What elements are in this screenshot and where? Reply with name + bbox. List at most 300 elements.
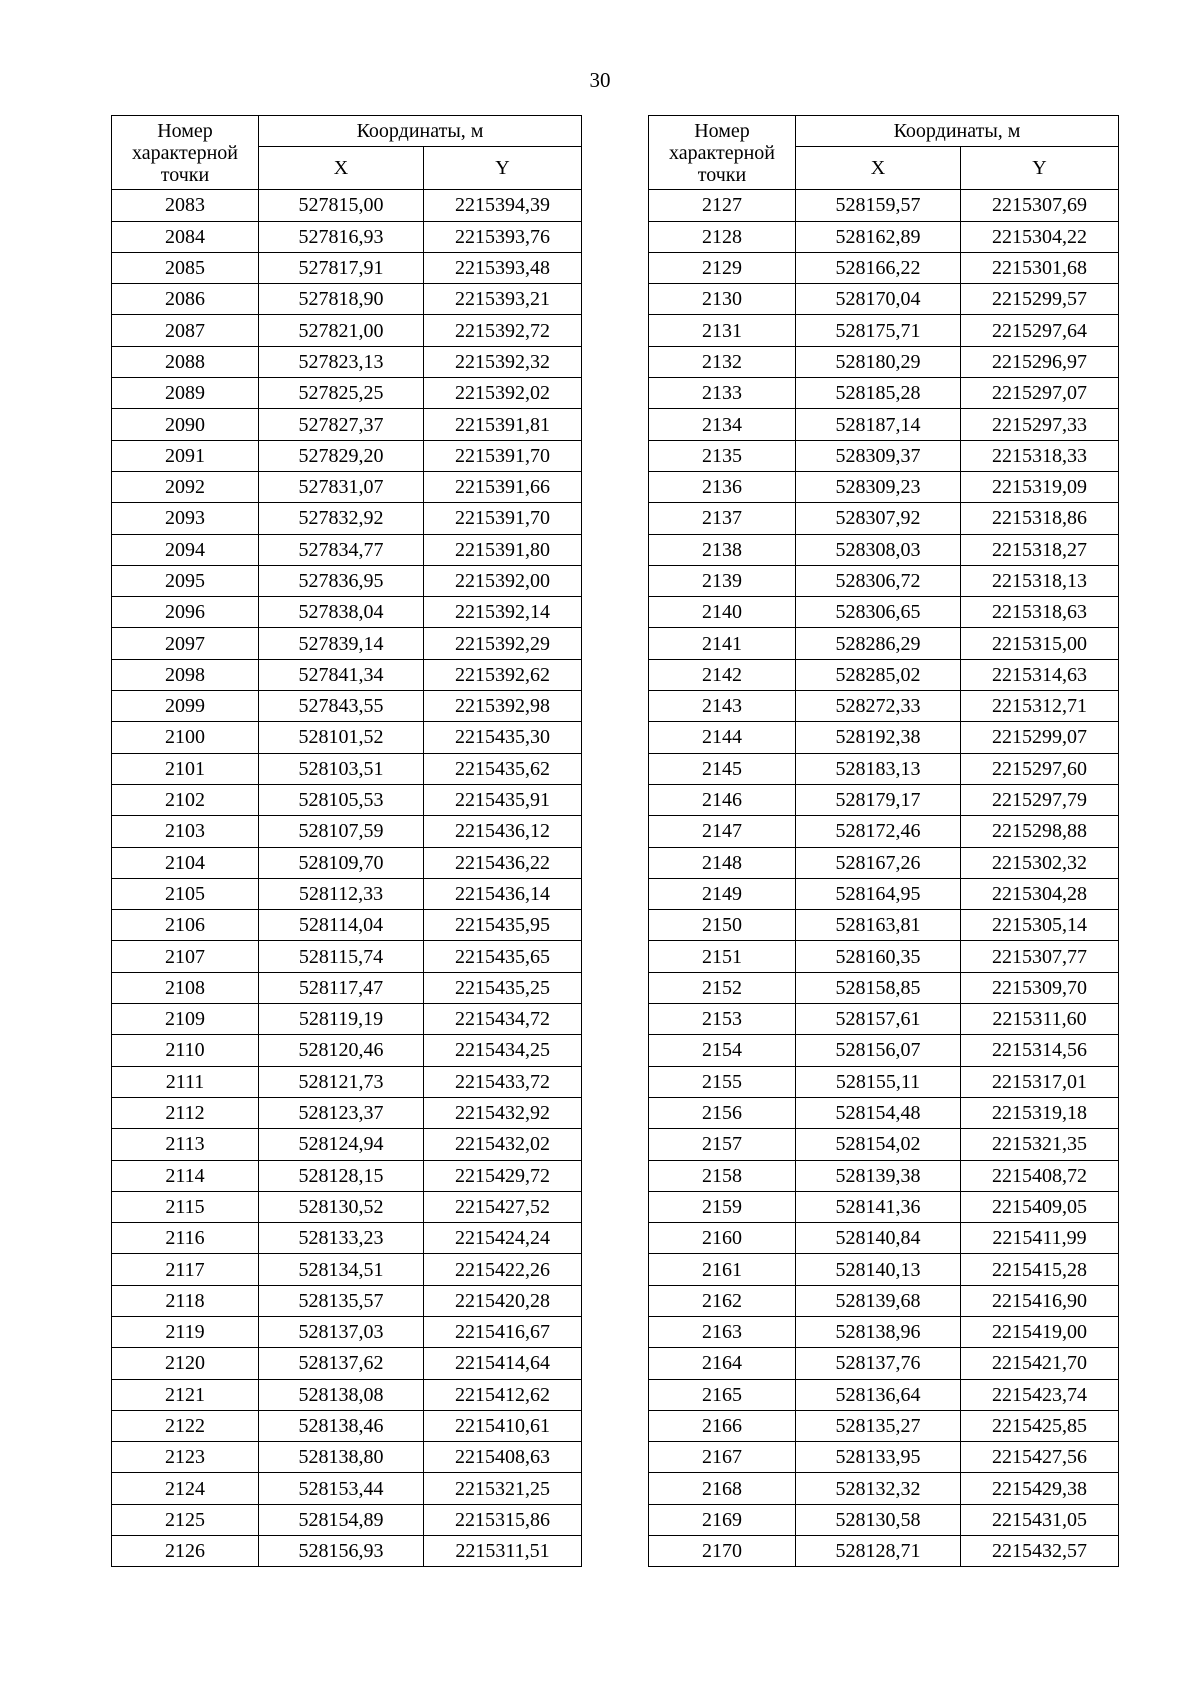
- table-row: [112, 190, 582, 221]
- table-row: [649, 816, 1119, 847]
- table-row: [649, 1066, 1119, 1097]
- y-coordinate-cell: 2215392,02: [424, 378, 582, 409]
- point-number-cell: 2157: [649, 1129, 796, 1160]
- table-row: [112, 440, 582, 471]
- point-number-cell: 2094: [112, 534, 259, 565]
- table-row: [649, 1410, 1119, 1441]
- x-coordinate-cell: 528107,59: [259, 816, 424, 847]
- table-row: [649, 1004, 1119, 1035]
- point-number-cell: 2137: [649, 503, 796, 534]
- table-row: [649, 784, 1119, 815]
- table-row: [112, 1160, 582, 1191]
- y-coordinate-cell: 2215319,09: [961, 471, 1119, 502]
- x-coordinate-cell: 528308,03: [796, 534, 961, 565]
- x-coordinate-cell: 527838,04: [259, 597, 424, 628]
- y-coordinate-cell: 2215434,25: [424, 1035, 582, 1066]
- point-number-cell: 2098: [112, 659, 259, 690]
- y-coordinate-cell: 2215420,28: [424, 1285, 582, 1316]
- point-number-cell: 2164: [649, 1348, 796, 1379]
- table-row: [112, 565, 582, 596]
- x-coordinate-cell: 528117,47: [259, 972, 424, 1003]
- y-coordinate-cell: 2215432,57: [961, 1536, 1119, 1567]
- y-coordinate-cell: 2215424,24: [424, 1223, 582, 1254]
- table-row: [649, 346, 1119, 377]
- y-coordinate-cell: 2215391,70: [424, 503, 582, 534]
- point-number-cell: 2111: [112, 1066, 259, 1097]
- x-coordinate-cell: 528187,14: [796, 409, 961, 440]
- x-coordinate-cell: 528192,38: [796, 722, 961, 753]
- point-number-cell: 2126: [112, 1536, 259, 1567]
- y-coordinate-cell: 2215411,99: [961, 1223, 1119, 1254]
- point-number-cell: 2152: [649, 972, 796, 1003]
- y-coordinate-cell: 2215297,60: [961, 753, 1119, 784]
- point-number-cell: 2123: [112, 1442, 259, 1473]
- y-coordinate-cell: 2215435,65: [424, 941, 582, 972]
- point-number-cell: 2088: [112, 346, 259, 377]
- y-coordinate-cell: 2215416,90: [961, 1285, 1119, 1316]
- table-row: [649, 378, 1119, 409]
- point-number-cell: 2170: [649, 1536, 796, 1567]
- table-row: [649, 691, 1119, 722]
- x-coordinate-cell: 528179,17: [796, 784, 961, 815]
- coordinates-table-left: [111, 115, 582, 1567]
- table-row: [649, 1316, 1119, 1347]
- x-coordinate-cell: 528105,53: [259, 784, 424, 815]
- y-coordinate-cell: 2215296,97: [961, 346, 1119, 377]
- x-coordinate-cell: 528130,52: [259, 1191, 424, 1222]
- point-number-cell: 2121: [112, 1379, 259, 1410]
- x-coordinate-cell: 527839,14: [259, 628, 424, 659]
- x-coordinate-cell: 528139,38: [796, 1160, 961, 1191]
- x-coordinate-cell: 528180,29: [796, 346, 961, 377]
- point-number-cell: 2144: [649, 722, 796, 753]
- coordinates-header: Координаты, м: [259, 116, 582, 147]
- y-coordinate-cell: 2215392,00: [424, 565, 582, 596]
- point-number-cell: 2103: [112, 816, 259, 847]
- y-coordinate-cell: 2215393,21: [424, 284, 582, 315]
- x-coordinate-cell: 528139,68: [796, 1285, 961, 1316]
- table-row: [112, 1536, 582, 1567]
- y-coordinate-cell: 2215312,71: [961, 691, 1119, 722]
- x-coordinate-cell: 528309,37: [796, 440, 961, 471]
- point-number-cell: 2166: [649, 1410, 796, 1441]
- point-number-cell: 2100: [112, 722, 259, 753]
- y-coordinate-cell: 2215408,72: [961, 1160, 1119, 1191]
- table-row: [112, 409, 582, 440]
- y-coordinate-cell: 2215309,70: [961, 972, 1119, 1003]
- x-coordinate-cell: 528128,71: [796, 1536, 961, 1567]
- table-row: [112, 1191, 582, 1222]
- table-row: [649, 1504, 1119, 1535]
- y-coordinate-cell: 2215321,35: [961, 1129, 1119, 1160]
- point-number-cell: 2130: [649, 284, 796, 315]
- y-coordinate-cell: 2215297,79: [961, 784, 1119, 815]
- point-number-cell: 2097: [112, 628, 259, 659]
- x-coordinate-cell: 528109,70: [259, 847, 424, 878]
- x-coordinate-cell: 528128,15: [259, 1160, 424, 1191]
- x-coordinate-cell: 528114,04: [259, 910, 424, 941]
- y-coordinate-cell: 2215311,60: [961, 1004, 1119, 1035]
- y-coordinate-cell: 2215304,22: [961, 221, 1119, 252]
- table-row: [112, 722, 582, 753]
- y-coordinate-cell: 2215427,56: [961, 1442, 1119, 1473]
- x-coordinate-cell: 528121,73: [259, 1066, 424, 1097]
- y-coordinate-cell: 2215435,25: [424, 972, 582, 1003]
- point-number-cell: 2102: [112, 784, 259, 815]
- table-row: [649, 409, 1119, 440]
- point-number-cell: 2160: [649, 1223, 796, 1254]
- table-row: [649, 315, 1119, 346]
- y-coordinate-cell: 2215299,57: [961, 284, 1119, 315]
- y-coordinate-cell: 2215304,28: [961, 878, 1119, 909]
- table-row: [649, 471, 1119, 502]
- y-coordinate-cell: 2215432,92: [424, 1097, 582, 1128]
- point-number-cell: 2168: [649, 1473, 796, 1504]
- x-coordinate-cell: 527832,92: [259, 503, 424, 534]
- x-coordinate-cell: 528140,84: [796, 1223, 961, 1254]
- point-number-cell: 2140: [649, 597, 796, 628]
- table-row: [112, 471, 582, 502]
- y-coordinate-cell: 2215436,22: [424, 847, 582, 878]
- y-coordinate-cell: 2215429,38: [961, 1473, 1119, 1504]
- point-number-cell: 2154: [649, 1035, 796, 1066]
- y-coordinate-cell: 2215301,68: [961, 252, 1119, 283]
- point-number-cell: 2086: [112, 284, 259, 315]
- table-row: [112, 1254, 582, 1285]
- x-coordinate-cell: 528154,02: [796, 1129, 961, 1160]
- y-coordinate-cell: 2215314,63: [961, 659, 1119, 690]
- y-coordinate-cell: 2215416,67: [424, 1316, 582, 1347]
- point-number-cell: 2131: [649, 315, 796, 346]
- y-coordinate-cell: 2215414,64: [424, 1348, 582, 1379]
- x-coordinate-cell: 528164,95: [796, 878, 961, 909]
- x-coordinate-cell: 528167,26: [796, 847, 961, 878]
- y-coordinate-cell: 2215435,95: [424, 910, 582, 941]
- point-number-cell: 2093: [112, 503, 259, 534]
- table-row: [649, 847, 1119, 878]
- table-row: [649, 1129, 1119, 1160]
- table-row: [112, 534, 582, 565]
- x-coordinate-cell: 528136,64: [796, 1379, 961, 1410]
- x-coordinate-cell: 528137,76: [796, 1348, 961, 1379]
- x-coordinate-cell: 528172,46: [796, 816, 961, 847]
- point-number-cell: 2138: [649, 534, 796, 565]
- x-coordinate-cell: 527818,90: [259, 284, 424, 315]
- point-number-cell: 2095: [112, 565, 259, 596]
- x-coordinate-cell: 528112,33: [259, 878, 424, 909]
- y-coordinate-cell: 2215307,69: [961, 190, 1119, 221]
- x-coordinate-cell: 527831,07: [259, 471, 424, 502]
- point-number-cell: 2104: [112, 847, 259, 878]
- y-coordinate-cell: 2215392,62: [424, 659, 582, 690]
- table-row: [649, 534, 1119, 565]
- table-row: [112, 1004, 582, 1035]
- y-coordinate-cell: 2215317,01: [961, 1066, 1119, 1097]
- point-number-cell: 2106: [112, 910, 259, 941]
- y-coordinate-cell: 2215298,88: [961, 816, 1119, 847]
- x-coordinate-cell: 528156,07: [796, 1035, 961, 1066]
- x-coordinate-cell: 528155,11: [796, 1066, 961, 1097]
- y-coordinate-cell: 2215433,72: [424, 1066, 582, 1097]
- x-coordinate-cell: 528138,96: [796, 1316, 961, 1347]
- table-row: [112, 1410, 582, 1441]
- table-row: [112, 659, 582, 690]
- x-coordinate-cell: 528119,19: [259, 1004, 424, 1035]
- y-coordinate-cell: 2215391,66: [424, 471, 582, 502]
- point-number-cell: 2156: [649, 1097, 796, 1128]
- y-coordinate-cell: 2215391,81: [424, 409, 582, 440]
- y-coordinate-cell: 2215297,64: [961, 315, 1119, 346]
- x-coordinate-cell: 528286,29: [796, 628, 961, 659]
- y-coordinate-cell: 2215318,27: [961, 534, 1119, 565]
- point-number-cell: 2165: [649, 1379, 796, 1410]
- y-coordinate-cell: 2215432,02: [424, 1129, 582, 1160]
- x-coordinate-cell: 528309,23: [796, 471, 961, 502]
- y-header: Y: [961, 147, 1119, 190]
- point-number-cell: 2116: [112, 1223, 259, 1254]
- x-coordinate-cell: 527821,00: [259, 315, 424, 346]
- x-coordinate-cell: 528137,03: [259, 1316, 424, 1347]
- table-row: [112, 847, 582, 878]
- point-number-cell: 2155: [649, 1066, 796, 1097]
- x-coordinate-cell: 528138,08: [259, 1379, 424, 1410]
- point-number-cell: 2163: [649, 1316, 796, 1347]
- y-coordinate-cell: 2215318,33: [961, 440, 1119, 471]
- point-number-cell: 2089: [112, 378, 259, 409]
- x-coordinate-cell: 527834,77: [259, 534, 424, 565]
- x-coordinate-cell: 527825,25: [259, 378, 424, 409]
- table-body-right: [649, 190, 1119, 1567]
- table-row: [112, 1097, 582, 1128]
- table-row: [112, 315, 582, 346]
- y-coordinate-cell: 2215415,28: [961, 1254, 1119, 1285]
- y-coordinate-cell: 2215412,62: [424, 1379, 582, 1410]
- point-number-cell: 2115: [112, 1191, 259, 1222]
- y-coordinate-cell: 2215307,77: [961, 941, 1119, 972]
- x-coordinate-cell: 528183,13: [796, 753, 961, 784]
- table-row: [649, 597, 1119, 628]
- y-coordinate-cell: 2215318,63: [961, 597, 1119, 628]
- x-coordinate-cell: 528166,22: [796, 252, 961, 283]
- y-coordinate-cell: 2215318,86: [961, 503, 1119, 534]
- point-number-cell: 2149: [649, 878, 796, 909]
- table-row: [112, 503, 582, 534]
- point-number-cell: 2132: [649, 346, 796, 377]
- point-number-cell: 2151: [649, 941, 796, 972]
- x-coordinate-cell: 527817,91: [259, 252, 424, 283]
- x-coordinate-cell: 528160,35: [796, 941, 961, 972]
- y-coordinate-cell: 2215392,72: [424, 315, 582, 346]
- point-number-cell: 2134: [649, 409, 796, 440]
- point-number-cell: 2139: [649, 565, 796, 596]
- table-row: [112, 784, 582, 815]
- coordinates-table-right: [648, 115, 1119, 1567]
- x-coordinate-cell: 528159,57: [796, 190, 961, 221]
- y-coordinate-cell: 2215319,18: [961, 1097, 1119, 1128]
- y-coordinate-cell: 2215436,12: [424, 816, 582, 847]
- x-coordinate-cell: 528132,32: [796, 1473, 961, 1504]
- point-number-cell: 2158: [649, 1160, 796, 1191]
- x-coordinate-cell: 528140,13: [796, 1254, 961, 1285]
- y-coordinate-cell: 2215311,51: [424, 1536, 582, 1567]
- point-number-cell: 2127: [649, 190, 796, 221]
- point-number-cell: 2128: [649, 221, 796, 252]
- table-row: [112, 1316, 582, 1347]
- point-number-cell: 2120: [112, 1348, 259, 1379]
- x-coordinate-cell: 528138,80: [259, 1442, 424, 1473]
- table-row: [649, 252, 1119, 283]
- point-number-cell: 2169: [649, 1504, 796, 1535]
- point-number-cell: 2124: [112, 1473, 259, 1504]
- x-header: X: [259, 147, 424, 190]
- x-coordinate-cell: 528134,51: [259, 1254, 424, 1285]
- point-number-cell: 2161: [649, 1254, 796, 1285]
- y-coordinate-cell: 2215431,05: [961, 1504, 1119, 1535]
- x-coordinate-cell: 528163,81: [796, 910, 961, 941]
- point-number-cell: 2153: [649, 1004, 796, 1035]
- x-coordinate-cell: 527843,55: [259, 691, 424, 722]
- table-row: [112, 1473, 582, 1504]
- point-number-cell: 2136: [649, 471, 796, 502]
- y-coordinate-cell: 2215297,07: [961, 378, 1119, 409]
- y-coordinate-cell: 2215394,39: [424, 190, 582, 221]
- point-number-cell: 2107: [112, 941, 259, 972]
- x-coordinate-cell: 528306,65: [796, 597, 961, 628]
- page-number: 30: [589, 68, 611, 92]
- x-coordinate-cell: 528133,95: [796, 1442, 961, 1473]
- x-coordinate-cell: 527829,20: [259, 440, 424, 471]
- table-row: [112, 1223, 582, 1254]
- table-row: [112, 972, 582, 1003]
- table-row: [112, 346, 582, 377]
- y-coordinate-cell: 2215305,14: [961, 910, 1119, 941]
- y-coordinate-cell: 2215435,30: [424, 722, 582, 753]
- x-coordinate-cell: 528123,37: [259, 1097, 424, 1128]
- x-coordinate-cell: 528101,52: [259, 722, 424, 753]
- x-coordinate-cell: 528175,71: [796, 315, 961, 346]
- point-number-cell: 2085: [112, 252, 259, 283]
- table-row: [649, 1348, 1119, 1379]
- table-row: [649, 659, 1119, 690]
- y-coordinate-cell: 2215408,63: [424, 1442, 582, 1473]
- table-row: [649, 1191, 1119, 1222]
- point-number-cell: 2091: [112, 440, 259, 471]
- y-coordinate-cell: 2215318,13: [961, 565, 1119, 596]
- point-number-cell: 2113: [112, 1129, 259, 1160]
- x-coordinate-cell: 528154,48: [796, 1097, 961, 1128]
- y-coordinate-cell: 2215419,00: [961, 1316, 1119, 1347]
- table-row: [112, 628, 582, 659]
- y-coordinate-cell: 2215302,32: [961, 847, 1119, 878]
- y-coordinate-cell: 2215392,98: [424, 691, 582, 722]
- x-coordinate-cell: 528162,89: [796, 221, 961, 252]
- point-number-cell: 2133: [649, 378, 796, 409]
- table-row: [649, 1223, 1119, 1254]
- table-row: [112, 284, 582, 315]
- point-number-cell: 2162: [649, 1285, 796, 1316]
- point-number-cell: 2101: [112, 753, 259, 784]
- point-number-cell: 2117: [112, 1254, 259, 1285]
- table-row: [112, 252, 582, 283]
- point-number-cell: 2110: [112, 1035, 259, 1066]
- table-row: [649, 1160, 1119, 1191]
- y-coordinate-cell: 2215391,70: [424, 440, 582, 471]
- table-row: [649, 1097, 1119, 1128]
- table-row: [649, 221, 1119, 252]
- x-coordinate-cell: 528185,28: [796, 378, 961, 409]
- table-row: [649, 440, 1119, 471]
- x-coordinate-cell: 527823,13: [259, 346, 424, 377]
- y-coordinate-cell: 2215410,61: [424, 1410, 582, 1441]
- y-coordinate-cell: 2215423,74: [961, 1379, 1119, 1410]
- table-row: [649, 1473, 1119, 1504]
- table-row: [649, 1442, 1119, 1473]
- y-coordinate-cell: 2215299,07: [961, 722, 1119, 753]
- y-coordinate-cell: 2215314,56: [961, 1035, 1119, 1066]
- point-number-cell: 2099: [112, 691, 259, 722]
- point-number-cell: 2083: [112, 190, 259, 221]
- point-number-header: Номер характерной точки: [649, 116, 796, 190]
- y-coordinate-cell: 2215392,29: [424, 628, 582, 659]
- table-row: [649, 190, 1119, 221]
- table-row: [649, 1254, 1119, 1285]
- x-coordinate-cell: 528133,23: [259, 1223, 424, 1254]
- x-coordinate-cell: 528135,27: [796, 1410, 961, 1441]
- table-row: [649, 503, 1119, 534]
- y-coordinate-cell: 2215427,52: [424, 1191, 582, 1222]
- table-row: [112, 941, 582, 972]
- y-coordinate-cell: 2215392,14: [424, 597, 582, 628]
- y-coordinate-cell: 2215315,00: [961, 628, 1119, 659]
- point-number-header: Номер характерной точки: [112, 116, 259, 190]
- table-row: [112, 753, 582, 784]
- table-row: [112, 1066, 582, 1097]
- x-coordinate-cell: 527816,93: [259, 221, 424, 252]
- y-coordinate-cell: 2215435,91: [424, 784, 582, 815]
- point-number-cell: 2105: [112, 878, 259, 909]
- table-row: [112, 1379, 582, 1410]
- table-row: [649, 565, 1119, 596]
- y-coordinate-cell: 2215321,25: [424, 1473, 582, 1504]
- y-coordinate-cell: 2215434,72: [424, 1004, 582, 1035]
- x-coordinate-cell: 528141,36: [796, 1191, 961, 1222]
- table-row: [649, 941, 1119, 972]
- x-coordinate-cell: 528103,51: [259, 753, 424, 784]
- point-number-cell: 2148: [649, 847, 796, 878]
- table-row: [112, 221, 582, 252]
- x-header: X: [796, 147, 961, 190]
- point-number-cell: 2159: [649, 1191, 796, 1222]
- y-coordinate-cell: 2215436,14: [424, 878, 582, 909]
- point-number-cell: 2112: [112, 1097, 259, 1128]
- x-coordinate-cell: 528285,02: [796, 659, 961, 690]
- point-number-cell: 2119: [112, 1316, 259, 1347]
- point-number-cell: 2142: [649, 659, 796, 690]
- table-row: [112, 1129, 582, 1160]
- x-coordinate-cell: 528137,62: [259, 1348, 424, 1379]
- y-coordinate-cell: 2215391,80: [424, 534, 582, 565]
- table-row: [112, 878, 582, 909]
- y-coordinate-cell: 2215409,05: [961, 1191, 1119, 1222]
- x-coordinate-cell: 528154,89: [259, 1504, 424, 1535]
- point-number-cell: 2087: [112, 315, 259, 346]
- x-coordinate-cell: 528156,93: [259, 1536, 424, 1567]
- x-coordinate-cell: 528307,92: [796, 503, 961, 534]
- table-row: [649, 628, 1119, 659]
- point-number-cell: 2129: [649, 252, 796, 283]
- point-number-cell: 2084: [112, 221, 259, 252]
- table-row: [112, 1035, 582, 1066]
